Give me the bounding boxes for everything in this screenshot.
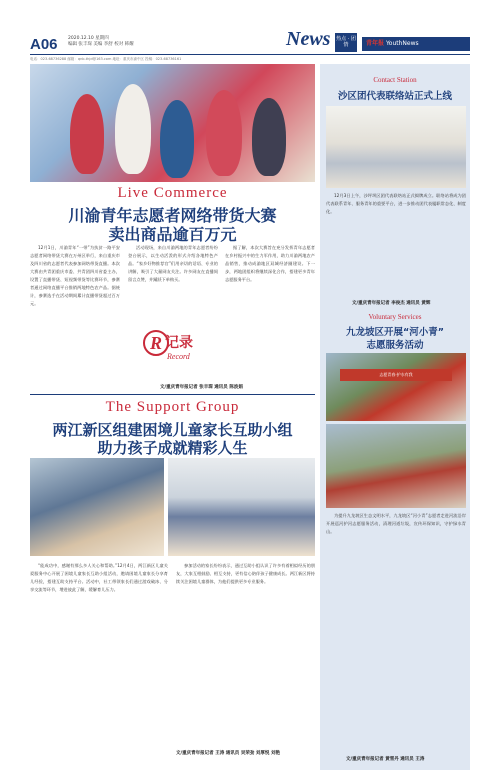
- live-commerce-col-2: [128, 244, 218, 328]
- volunteer-title-1: 九龙坡区开展“河小青”: [346, 327, 444, 338]
- record-stamp-word: 记录: [165, 335, 193, 351]
- volunteer-en-title: Voluntary Services: [368, 313, 422, 321]
- volunteer-title-2: 志愿服务活动: [366, 340, 424, 351]
- record-stamp-en: Record: [167, 352, 190, 361]
- page-number: A06: [30, 36, 58, 53]
- header-contacts: 电话：023-68736288 邮箱：qnb-thjd@163.com 地址：重庆市渝中区 投稿：023-68736161: [30, 57, 182, 61]
- support-group-byline: 文/重庆青年报记者 王涛 通讯员 吴荣劲 刘厚悦 刘艳: [176, 751, 280, 756]
- brand-banner: [362, 37, 470, 51]
- support-group-en-title: The Support Group: [105, 399, 240, 415]
- live-commerce-en-title: Live Commerce: [117, 185, 228, 201]
- contact-station-byline: 文/重庆青年报记者 李俊杰 通讯员 黄辉: [352, 301, 431, 306]
- editor-credits: 编辑 张丰琛 美编 李舒 校对 韩耀: [68, 42, 134, 47]
- article-paragraph: 参加活动的家长纷纷表示，通过互助小组认识了许多有着相似经历的朋友，大家互相鼓励、相互支持，更有信心陪伴孩子健康成长。两江新区将持续关注困境儿童群体，为他们提供更多专业服务。: [176, 563, 315, 584]
- article-paragraph: 据了解，本次大赛旨在充分发挥青年志愿者在乡村振兴中的生力军作用，助力川渝两地农产品销售，推动成渝地区双城经济圈建设。下一步，两地团组织将继续深化合作，搭建更多青年志愿服务平台。: [225, 245, 315, 282]
- brand-prefix: 青年报: [366, 40, 385, 47]
- volunteer-banner: 志愿青春·护水有我: [340, 369, 452, 381]
- section-badge: 热点 · 团情: [335, 33, 357, 52]
- section-divider: [30, 394, 315, 395]
- header-meta: [68, 36, 134, 48]
- article-paragraph: “能成功中，感谢有那么多人关心和帮助。”12月4日，两江新区儿童关爱服务中心开展了困境儿童家长互助小组活动，邀请困境儿童家长分享育儿经验，搭建互助支持平台。活动中，社工带领家长们通过游戏破冰、分享交流等环节，增进彼此了解，缓解育儿压力。: [30, 563, 168, 592]
- support-group-col-1: [30, 562, 168, 768]
- header-rule: [30, 54, 470, 55]
- news-logo: News: [286, 28, 331, 50]
- brand-name: YouthNews: [385, 40, 419, 47]
- issue-date: 2020.12.10 星期四: [68, 36, 109, 41]
- contact-station-en-title: Contact Station: [373, 76, 417, 84]
- volunteer-text: [326, 512, 466, 742]
- article-paragraph: 为提升九龙坡区生态文明水平，九龙坡区“河小青”志愿者走进河流沿岸开展巡河护河志愿服务活动，清理河道垃圾，宣传环保知识，守护绿水青山。: [326, 513, 466, 534]
- contact-station-text: [326, 192, 466, 298]
- support-group-title-1: 两江新区组建困境儿童家长互助小组: [52, 421, 293, 439]
- contact-station-title: 沙区团代表联络站正式上线: [337, 91, 452, 102]
- record-stamp-letter: R: [143, 330, 169, 356]
- page-header: [0, 0, 500, 62]
- article-paragraph: 活动现场，来自川渝两地的青年志愿者纷纷登台展示，以生动活泼的形式介绍各地特色产品。“家乡好物推荐官”们用亲切的话语、专业的讲解，吸引了大量网友关注。许多网友在直播间留言点赞，并踊跃下单购买。: [128, 245, 218, 282]
- live-commerce-col-3: [225, 244, 315, 380]
- support-group-col-2: [176, 562, 315, 747]
- live-commerce-col-1: [30, 244, 120, 394]
- article-paragraph: 12月3日上午，沙坪坝区团代表联络站正式揭牌成立。联络站将成为团代表联系青年、服务青年的重要平台，进一步推动团代表履职常态化、制度化。: [326, 193, 466, 214]
- live-commerce-byline: 文/重庆青年报记者 张丰琛 通讯员 陈波娟: [160, 385, 243, 390]
- record-stamp: [143, 330, 195, 368]
- live-commerce-title-1: 川渝青年志愿者网络带货大赛: [68, 206, 277, 225]
- article-paragraph: 12月1日，川渝青年“一带”为扶贫一路平安志愿者网络带货大赛在万州区举行，来自重庆市及四川省的志愿者代表参加网络带货直播。本次大赛由共青团重庆市委、共青团四川省委主办，设置了直播带货、短视频带货等比赛环节，参赛者通过网络直播平台推销两地特色农产品。据统计，参赛选手在活动期间累计直播带货超过百万元。: [30, 245, 120, 306]
- volunteer-byline: 文/重庆青年报记者 黄雪丹 通讯员 王涛: [346, 757, 425, 762]
- volunteer-photo-1: [326, 353, 466, 421]
- support-group-photo-2: [168, 458, 315, 556]
- support-group-title-2: 助力孩子成就精彩人生: [97, 439, 248, 457]
- live-commerce-title-2: 卖出商品逾百万元: [108, 225, 237, 244]
- support-group-photo-1: [30, 458, 164, 556]
- volunteer-photo-2: [326, 424, 466, 508]
- live-commerce-photo: [30, 64, 315, 182]
- contact-station-photo: [326, 106, 466, 188]
